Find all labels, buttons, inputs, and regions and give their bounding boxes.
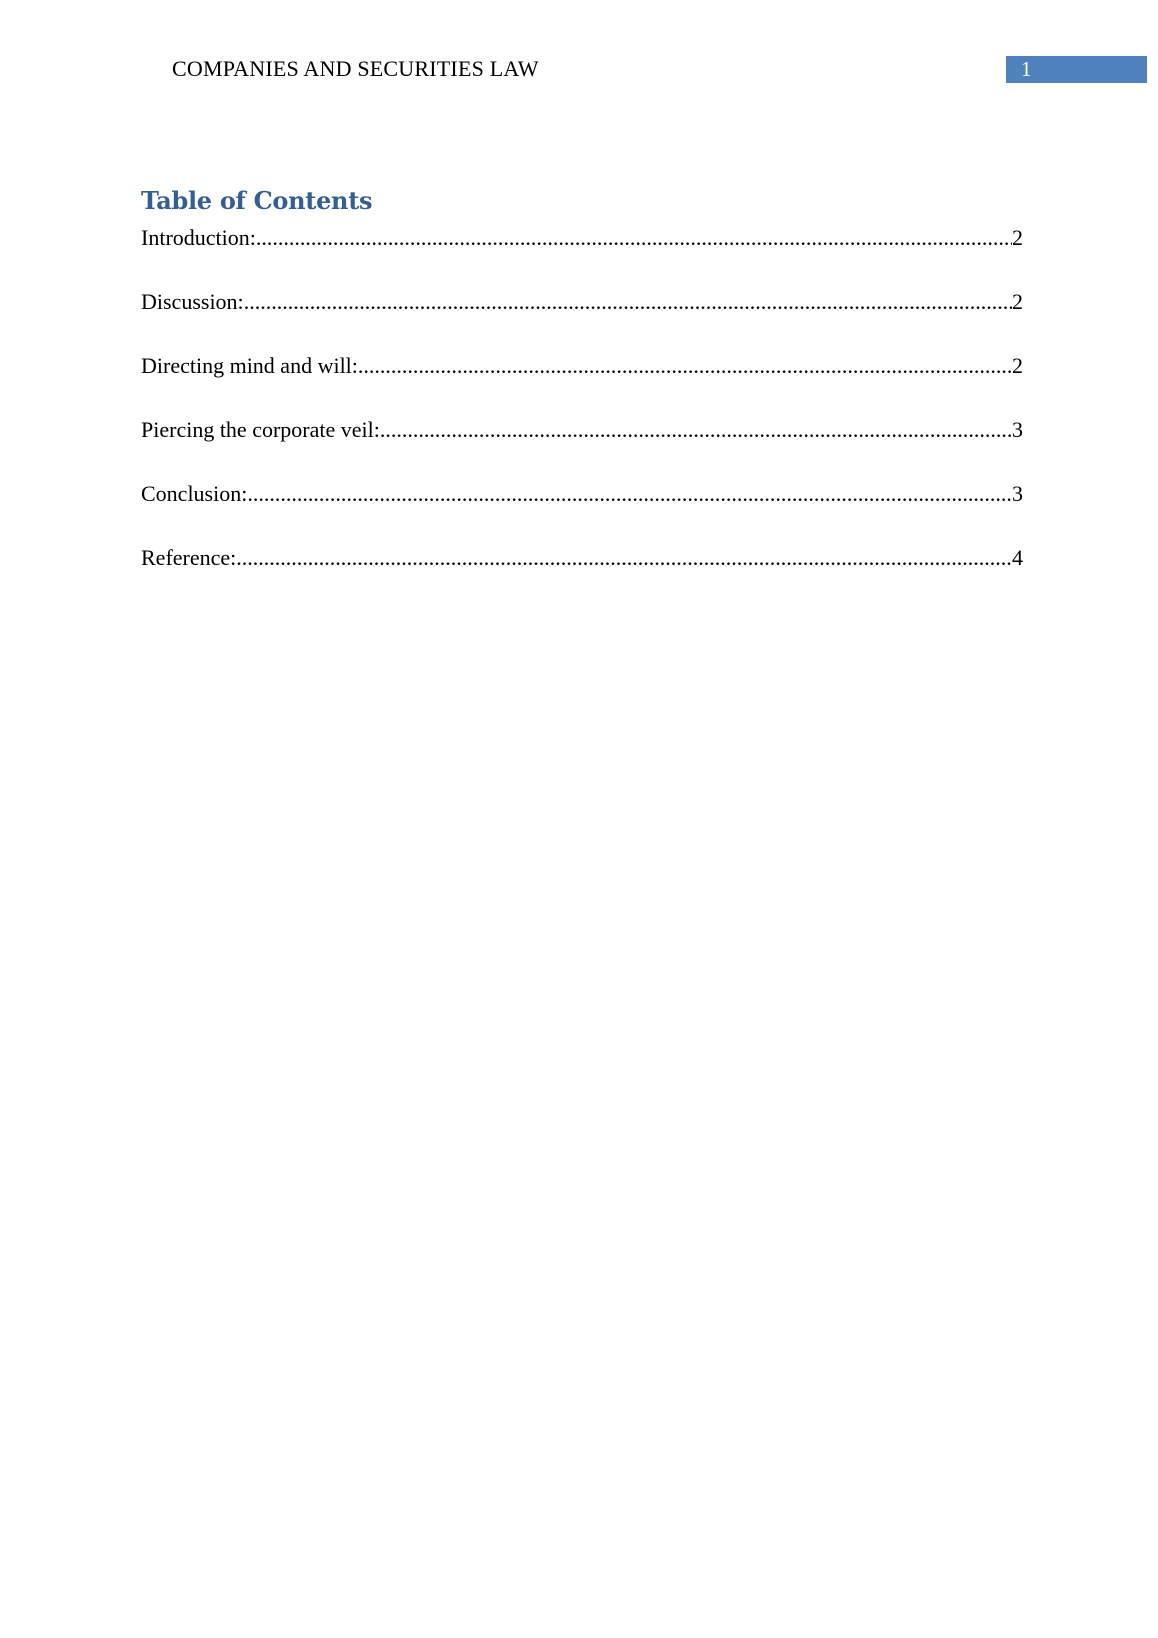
toc-dot-leader [256, 224, 1012, 252]
toc-entry-page: 4 [1012, 545, 1023, 570]
toc-entry-label: Conclusion: [141, 481, 248, 506]
page-number-badge [1006, 56, 1147, 83]
toc-entry-page: 2 [1012, 353, 1023, 378]
toc-list [141, 224, 1023, 608]
toc-dot-leader [380, 416, 1012, 444]
toc-entry-page: 2 [1012, 225, 1023, 250]
toc-entry-label: Directing mind and will: [141, 353, 358, 378]
toc-entry-introduction[interactable] [141, 224, 1023, 288]
running-header-title: COMPANIES AND SECURITIES LAW [172, 56, 539, 81]
toc-entry-label: Piercing the corporate veil: [141, 417, 380, 442]
toc-dot-leader [244, 288, 1012, 316]
toc-dot-leader [247, 480, 1012, 508]
toc-entry-page: 2 [1012, 289, 1023, 314]
toc-entry-directing-mind[interactable] [141, 352, 1023, 416]
toc-entry-page: 3 [1012, 481, 1023, 506]
toc-entry-reference[interactable] [141, 544, 1023, 608]
toc-entry-label: Reference: [141, 545, 237, 570]
toc-entry-piercing-veil[interactable] [141, 416, 1023, 480]
toc-entry-label: Introduction: [141, 225, 256, 250]
page-number: 1 [1021, 57, 1032, 81]
toc-entry-label: Discussion: [141, 289, 244, 314]
toc-heading: Table of Contents [141, 186, 373, 215]
toc-dot-leader [236, 544, 1012, 572]
toc-dot-leader [358, 352, 1012, 380]
toc-entry-discussion[interactable] [141, 288, 1023, 352]
toc-entry-page: 3 [1012, 417, 1023, 442]
toc-entry-conclusion[interactable] [141, 480, 1023, 544]
